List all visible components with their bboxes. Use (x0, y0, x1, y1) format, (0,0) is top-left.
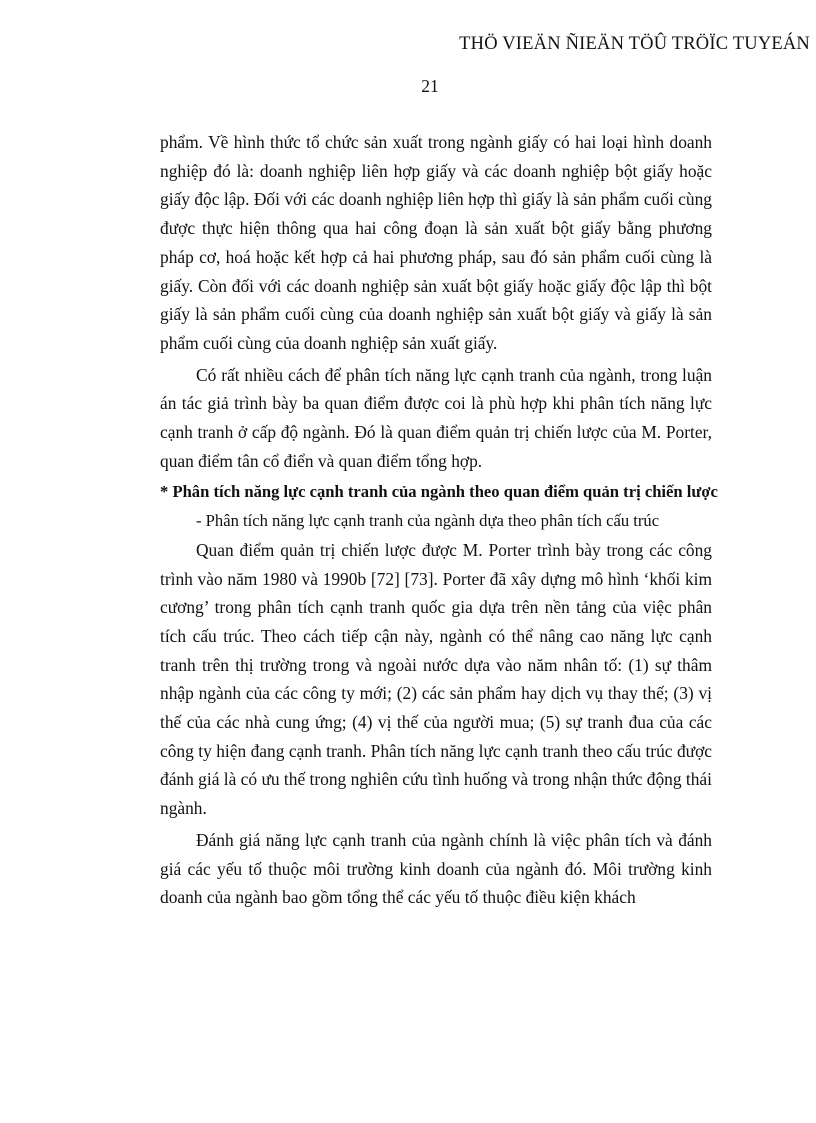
paragraph-3: Quan điểm quản trị chiến lược được M. Porter trình bày trong các công trình vào năm 1980 và 1990b [72] [73]. Porter đã xây dựng mô hình ‘khối kim cương’ trong phân tích cạnh tranh quốc gia dựa trên nền tảng của việc phân tích cấu trúc. Theo cách tiếp cận này, ngành có thể nâng cao năng lực cạnh tranh trên thị trường trong và ngoài nước dựa vào năm nhân tố: (1) sự thâm nhập ngành của các công ty mới; (2) các sản phẩm hay dịch vụ thay thế; (3) vị thế của các nhà cung ứng; (4) vị thế của người mua; (5) sự tranh đua của các công ty hiện đang cạnh tranh. Phân tích năng lực cạnh tranh theo cấu trúc được đánh giá là có ưu thế trong nghiên cứu tình huống và trong nhận thức động thái ngành. (160, 539, 712, 819)
section-heading: * Phân tích năng lực cạnh tranh của ngành theo quan điểm quản trị chiến lược (160, 482, 718, 502)
paragraph-1: phẩm. Về hình thức tổ chức sản xuất trong ngành giấy có hai loại hình doanh nghiệp đó là: doanh nghiệp liên hợp giấy và các doanh nghiệp bột giấy hoặc giấy độc lập. Đối với các doanh nghiệp liên hợp thì giấy là sản phẩm cuối cùng được thực hiện thông qua hai công đoạn là sản xuất bột giấy bằng phương pháp cơ, hoá hoặc kết hợp cả hai phương pháp, sau đó sản phẩm cuối cùng là giấy. Còn đối với các doanh nghiệp sản xuất bột giấy hoặc giấy độc lập thì bột giấy là sản phẩm cuối cùng của doanh nghiệp sản xuất bột giấy và giấy là sản phẩm cuối cùng của doanh nghiệp sản xuất giấy. (160, 132, 712, 353)
page-number: 21 (421, 76, 439, 96)
paragraph-2: Có rất nhiều cách để phân tích năng lực cạnh tranh của ngành, trong luận án tác giả trình bày ba quan điểm được coi là phù hợp khi phân tích năng lực cạnh tranh ở cấp độ ngành. Đó là quan điểm quản trị chiến lược của M. Porter, quan điểm tân cổ điển và quan điểm tổng hợp. (160, 364, 712, 471)
paragraph-4: Đánh giá năng lực cạnh tranh của ngành chính là việc phân tích và đánh giá các yếu tố thuộc môi trường kinh doanh của ngành đó. Môi trường kinh doanh của ngành bao gồm tổng thể các yếu tố thuộc điều kiện khách (160, 829, 712, 908)
section-subheading: - Phân tích năng lực cạnh tranh của ngành dựa theo phân tích cấu trúc (196, 511, 660, 531)
page-body (160, 128, 718, 912)
running-header-title: THÖ VIEÄN ÑIEÄN TÖÛ TRÖÏC TUYEÁN (459, 34, 810, 54)
